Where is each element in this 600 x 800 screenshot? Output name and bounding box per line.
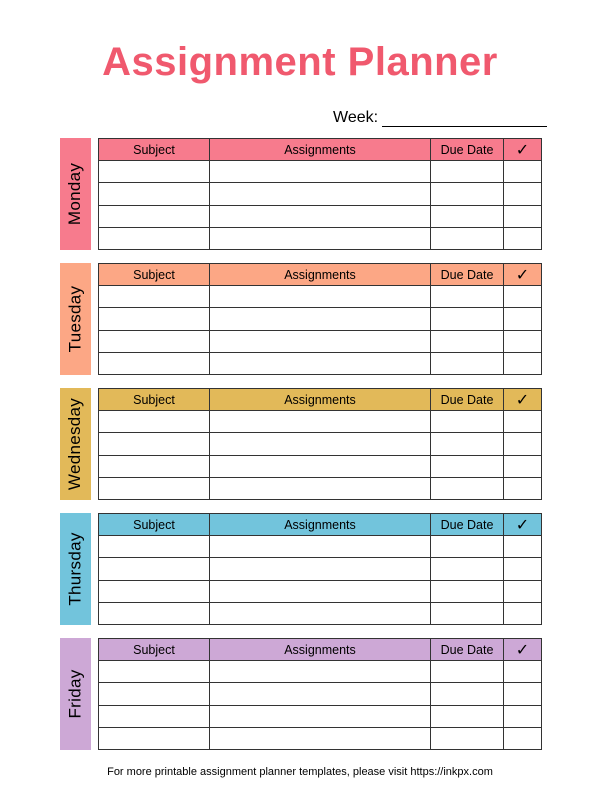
check-cell[interactable] bbox=[504, 183, 542, 205]
assignment-cell[interactable] bbox=[210, 286, 431, 308]
due-date-cell[interactable] bbox=[431, 352, 504, 374]
subject-cell[interactable] bbox=[99, 683, 210, 705]
subject-cell[interactable] bbox=[99, 705, 210, 727]
table-row bbox=[99, 536, 542, 558]
assignment-cell[interactable] bbox=[210, 580, 431, 602]
due-date-cell[interactable] bbox=[431, 205, 504, 227]
header-row bbox=[99, 389, 542, 411]
day-tab bbox=[60, 388, 91, 500]
assignment-cell[interactable] bbox=[210, 161, 431, 183]
check-cell[interactable] bbox=[504, 205, 542, 227]
subject-cell[interactable] bbox=[99, 536, 210, 558]
day-label: Thursday bbox=[65, 532, 85, 606]
assignment-cell[interactable] bbox=[210, 411, 431, 433]
assignment-cell[interactable] bbox=[210, 661, 431, 683]
due-date-header: Due Date bbox=[431, 514, 504, 536]
assignments-header: Assignments bbox=[210, 139, 431, 161]
check-header: ✓ bbox=[504, 264, 542, 286]
assignment-table bbox=[98, 263, 542, 375]
table-row bbox=[99, 705, 542, 727]
table-row bbox=[99, 661, 542, 683]
check-header: ✓ bbox=[504, 389, 542, 411]
due-date-cell[interactable] bbox=[431, 661, 504, 683]
subject-cell[interactable] bbox=[99, 161, 210, 183]
subject-header: Subject bbox=[99, 514, 210, 536]
assignment-cell[interactable] bbox=[210, 602, 431, 624]
assignment-cell[interactable] bbox=[210, 536, 431, 558]
day-section-tuesday bbox=[60, 263, 541, 375]
subject-cell[interactable] bbox=[99, 580, 210, 602]
header-row bbox=[99, 139, 542, 161]
subject-cell[interactable] bbox=[99, 308, 210, 330]
day-section-wednesday bbox=[60, 388, 541, 500]
subject-header: Subject bbox=[99, 264, 210, 286]
assignment-cell[interactable] bbox=[210, 455, 431, 477]
header-row bbox=[99, 639, 542, 661]
subject-cell[interactable] bbox=[99, 411, 210, 433]
due-date-header: Due Date bbox=[431, 139, 504, 161]
table-row bbox=[99, 183, 542, 205]
due-date-cell[interactable] bbox=[431, 161, 504, 183]
check-cell[interactable] bbox=[504, 352, 542, 374]
table-row bbox=[99, 558, 542, 580]
subject-cell[interactable] bbox=[99, 558, 210, 580]
check-cell[interactable] bbox=[504, 727, 542, 749]
subject-cell[interactable] bbox=[99, 183, 210, 205]
day-tab bbox=[60, 138, 91, 250]
day-section-monday bbox=[60, 138, 541, 250]
due-date-cell[interactable] bbox=[431, 727, 504, 749]
assignment-cell[interactable] bbox=[210, 433, 431, 455]
table-row bbox=[99, 286, 542, 308]
day-tab bbox=[60, 638, 91, 750]
due-date-cell[interactable] bbox=[431, 455, 504, 477]
check-cell[interactable] bbox=[504, 477, 542, 499]
day-label: Wednesday bbox=[65, 397, 85, 491]
check-cell[interactable] bbox=[504, 683, 542, 705]
check-header: ✓ bbox=[504, 514, 542, 536]
assignment-table bbox=[98, 638, 542, 750]
assignment-cell[interactable] bbox=[210, 352, 431, 374]
table-row bbox=[99, 580, 542, 602]
check-header: ✓ bbox=[504, 139, 542, 161]
check-cell[interactable] bbox=[504, 705, 542, 727]
subject-cell[interactable] bbox=[99, 286, 210, 308]
assignment-cell[interactable] bbox=[210, 477, 431, 499]
check-cell[interactable] bbox=[504, 602, 542, 624]
subject-cell[interactable] bbox=[99, 661, 210, 683]
check-cell[interactable] bbox=[504, 433, 542, 455]
day-section-thursday bbox=[60, 513, 541, 625]
check-cell[interactable] bbox=[504, 330, 542, 352]
day-label: Tuesday bbox=[65, 285, 85, 353]
table-row bbox=[99, 411, 542, 433]
subject-cell[interactable] bbox=[99, 227, 210, 249]
day-tab bbox=[60, 513, 91, 625]
subject-cell[interactable] bbox=[99, 330, 210, 352]
subject-cell[interactable] bbox=[99, 477, 210, 499]
assignments-header: Assignments bbox=[210, 264, 431, 286]
day-section-friday bbox=[60, 638, 541, 750]
page-title: Assignment Planner bbox=[102, 40, 498, 84]
due-date-header: Due Date bbox=[431, 264, 504, 286]
check-cell[interactable] bbox=[504, 455, 542, 477]
assignment-cell[interactable] bbox=[210, 683, 431, 705]
subject-cell[interactable] bbox=[99, 433, 210, 455]
due-date-cell[interactable] bbox=[431, 183, 504, 205]
due-date-cell[interactable] bbox=[431, 330, 504, 352]
table-row bbox=[99, 683, 542, 705]
day-label: Friday bbox=[65, 669, 85, 719]
subject-header: Subject bbox=[99, 139, 210, 161]
due-date-cell[interactable] bbox=[431, 683, 504, 705]
due-date-cell[interactable] bbox=[431, 536, 504, 558]
week-input-line[interactable] bbox=[382, 108, 547, 127]
assignment-cell[interactable] bbox=[210, 205, 431, 227]
subject-cell[interactable] bbox=[99, 602, 210, 624]
check-cell[interactable] bbox=[504, 558, 542, 580]
due-date-cell[interactable] bbox=[431, 433, 504, 455]
due-date-cell[interactable] bbox=[431, 286, 504, 308]
check-cell[interactable] bbox=[504, 411, 542, 433]
subject-cell[interactable] bbox=[99, 727, 210, 749]
week-label: Week: bbox=[333, 109, 379, 126]
table-row bbox=[99, 308, 542, 330]
due-date-cell[interactable] bbox=[431, 705, 504, 727]
table-row bbox=[99, 330, 542, 352]
table-row bbox=[99, 477, 542, 499]
assignments-header: Assignments bbox=[210, 514, 431, 536]
table-row bbox=[99, 352, 542, 374]
check-cell[interactable] bbox=[504, 308, 542, 330]
assignment-table bbox=[98, 138, 542, 250]
header-row bbox=[99, 264, 542, 286]
subject-header: Subject bbox=[99, 389, 210, 411]
subject-cell[interactable] bbox=[99, 455, 210, 477]
table-row bbox=[99, 455, 542, 477]
assignment-table bbox=[98, 388, 542, 500]
subject-header: Subject bbox=[99, 639, 210, 661]
due-date-cell[interactable] bbox=[431, 558, 504, 580]
check-header: ✓ bbox=[504, 639, 542, 661]
check-cell[interactable] bbox=[504, 536, 542, 558]
check-cell[interactable] bbox=[504, 227, 542, 249]
due-date-cell[interactable] bbox=[431, 602, 504, 624]
table-row bbox=[99, 227, 542, 249]
table-row bbox=[99, 602, 542, 624]
table-row bbox=[99, 433, 542, 455]
day-tab bbox=[60, 263, 91, 375]
day-label: Monday bbox=[65, 162, 85, 226]
check-cell[interactable] bbox=[504, 661, 542, 683]
table-row bbox=[99, 205, 542, 227]
assignment-cell[interactable] bbox=[210, 727, 431, 749]
table-row bbox=[99, 161, 542, 183]
subject-cell[interactable] bbox=[99, 352, 210, 374]
assignments-header: Assignments bbox=[210, 389, 431, 411]
due-date-header: Due Date bbox=[431, 639, 504, 661]
assignment-cell[interactable] bbox=[210, 183, 431, 205]
subject-cell[interactable] bbox=[99, 205, 210, 227]
assignment-cell[interactable] bbox=[210, 558, 431, 580]
header-row bbox=[99, 514, 542, 536]
check-cell[interactable] bbox=[504, 161, 542, 183]
footer-note: For more printable assignment planner templates, please visit https://inkpx.com bbox=[107, 766, 493, 778]
assignment-cell[interactable] bbox=[210, 308, 431, 330]
week-field bbox=[333, 108, 547, 127]
assignment-table bbox=[98, 513, 542, 625]
due-date-header: Due Date bbox=[431, 389, 504, 411]
assignment-cell[interactable] bbox=[210, 705, 431, 727]
assignments-header: Assignments bbox=[210, 639, 431, 661]
due-date-cell[interactable] bbox=[431, 227, 504, 249]
due-date-cell[interactable] bbox=[431, 580, 504, 602]
due-date-cell[interactable] bbox=[431, 477, 504, 499]
due-date-cell[interactable] bbox=[431, 308, 504, 330]
table-row bbox=[99, 727, 542, 749]
assignment-cell[interactable] bbox=[210, 227, 431, 249]
assignment-cell[interactable] bbox=[210, 330, 431, 352]
check-cell[interactable] bbox=[504, 286, 542, 308]
check-cell[interactable] bbox=[504, 580, 542, 602]
due-date-cell[interactable] bbox=[431, 411, 504, 433]
